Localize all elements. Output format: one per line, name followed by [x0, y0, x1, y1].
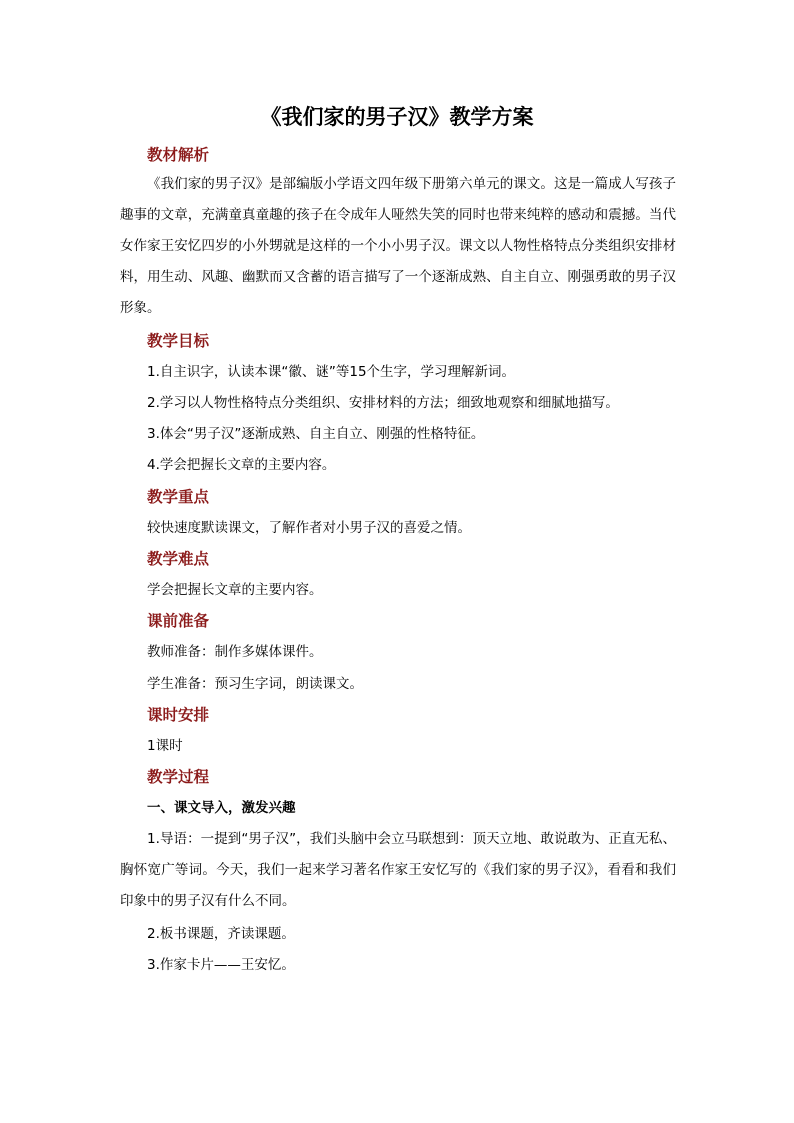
document-title: 《我们家的男子汉》教学方案 [260, 104, 534, 129]
section-heading-key-points: 教学重点 [147, 487, 210, 506]
difficulties-text: 学会把握长文章的主要内容。 [147, 582, 323, 598]
material-paragraph: 《我们家的男子汉》是部编版小学语文四年级下册第六单元的课文。这是一篇成人写孩子趣事的文章，充满童真童趣的孩子在令成年人哑然失笑的同时也带来纯粹的感动和震撼。当代女作家王安忆四岁的小外甥就是这样的一个小小男子汉。课文以人物性格特点分类组织安排材料，用生动、风趣、幽默而又含蓄的语言描写了一个逐渐成熟、自主自立、刚强勇敢的男子汉形象。 [120, 176, 676, 316]
section-heading-difficulties: 教学难点 [147, 549, 210, 568]
section-heading-preparation: 课前准备 [147, 611, 210, 630]
schedule-text: 1课时 [147, 738, 183, 754]
goal-item-3: 3.体会“男子汉”逐渐成熟、自主自立、刚强的性格特征。 [147, 426, 485, 442]
section-heading-goals: 教学目标 [147, 331, 210, 350]
section-heading-material: 教材解析 [147, 145, 210, 164]
goal-item-4: 4.学会把握长文章的主要内容。 [147, 457, 336, 473]
student-preparation: 学生准备：预习生字词，朗读课文。 [147, 676, 363, 692]
section-heading-process: 教学过程 [147, 767, 210, 786]
key-points-text: 较快速度默读课文，了解作者对小男子汉的喜爱之情。 [147, 520, 471, 536]
process-step-3: 3.作家卡片——王安忆。 [147, 957, 295, 973]
goal-item-2: 2.学习以人物性格特点分类组织、安排材料的方法；细致地观察和细腻地描写。 [147, 395, 619, 411]
process-step-2: 2.板书课题，齐读课题。 [147, 926, 295, 942]
teacher-preparation: 教师准备：制作多媒体课件。 [147, 644, 323, 660]
goal-item-1: 1.自主识字，认读本课“徽、谜”等15个生字，学习理解新词。 [147, 364, 516, 380]
process-step-title: 一、课文导入，激发兴趣 [147, 800, 296, 816]
section-heading-schedule: 课时安排 [147, 705, 210, 724]
process-step-1: 1.导语：一提到“男子汉”，我们头脑中会立马联想到：顶天立地、敢说敢为、正直无私、胸怀宽广等词。今天，我们一起来学习著名作家王安忆写的《我们家的男子汉》，看看和我们印象中的男子汉有什么不同。 [120, 831, 676, 909]
